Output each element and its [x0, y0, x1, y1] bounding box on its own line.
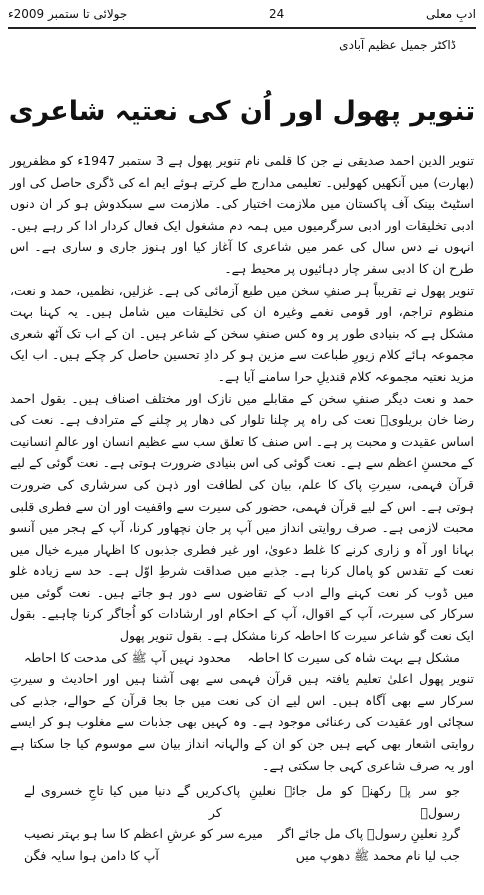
couplet-first-line: مشکل ہے بہت شاہ کی سیرت کا احاطہ [247, 649, 460, 665]
verse-second-line: آپ کا دامن ہوا سایہ فگن [24, 848, 159, 863]
paragraph: تنویر پھول نے تقریباً ہر صنفِ سخن میں طبع آزمائی کی ہے۔ غزلیں، نظمیں، حمد و نعت، منظوم تراجم، اور قومی نغمے وغیرہ ان کی تخلیقات میں شامل ہیں۔ یہ کہنا بہت مشکل ہے کہ بنیادی طور پر وہ کس صنفِ سخن کے شاعر ہیں۔ ان کے اب تک آٹھ شعری مجموعہ ہائے کلام زیورِ طباعت سے مزین ہو کر دادِ تحسین حاصل کر چکے ہیں۔ اب ایک مزید نعتیہ مجموعہ کلام قندیلِ حرا سامنے آیا ہے۔ [10, 282, 474, 384]
header-rule [8, 27, 476, 29]
verse-row [10, 845, 474, 867]
article-title: تنویر پھول اور اُن کی نعتیہ شاعری [8, 96, 476, 127]
verse-first-line: گردِ نعلینِ رسولؐ پاک مل جائے اگر [277, 826, 460, 842]
couplet-second-line: محدود نہیں آپ ﷺ کی مدحت کا احاطہ [24, 649, 231, 665]
paragraph: حمد و نعت دیگر صنفِ سخن کے مقابلے میں نازک اور مختلف اصناف ہیں۔ بقول احمد رضا خان بریلویؒ نعت کی راہ پر چلنا تلوار کی دھار پر چلنے کے مترادف ہے۔ نعت کی اساس عقیدت و محبت پر ہے۔ اس صنف کا تعلق سب سے عظیم انسان اور عالمِ انسانیت کے محسنِ اعظم سے ہے۔ نعت گوئی کی اس بنیادی ضرورت ہوتی ہے۔ نعت گوئی کے لیے قرآن فہمی، سیرتِ پاک کا علم، بیان کی لطافت اور ذہن کی سرشاری کی ضرورت ہوتی ہے۔ اس کے لیے قرآن فہمی، حضور کی سیرت سے واقفیت اور ان سے فطری قلبی محبت لازمی ہے۔ صرف روایتی انداز میں آپ پر جان نچھاور کرنا، آپ کے ہجر میں آنسو بہانا اور آہ و زاری کرنے کا غلط دعویٰ، اور غیر فطری جذبوں کا اظہار میرے خیال میں نعت کے تقدس کو پامال کرنا ہے۔ جذبے میں صداقت شرطِ اوّل ہے۔ حد سے زیادہ غلو میں ڈوب کر نعت کہنے والے ادب کے تقاضوں سے دور ہو جاتے ہیں۔ نعت گوئی میں سرکار کی سیرت، آپ کے اقوال، آپ کے احکام اور ارشادات کو اُجاگر کرنا چاہیے۔ بقول ایک نعت گو شاعر سیرت کا احاطہ کرنا مشکل ہے۔ بقول تنویر پھول [10, 390, 474, 644]
verse-row [10, 780, 474, 823]
page-header [8, 2, 476, 26]
header-issue-date: جولائی تا ستمبر 2009ء [8, 7, 128, 21]
verse-row [10, 823, 474, 845]
verse-first-line: جب لیا نام محمد ﷺ دھوپ میں [295, 848, 460, 863]
verse-second-line: میرے سر کو عرشِ اعظم کا سا ہو بہتر نصیب [24, 826, 264, 842]
author-name: ڈاکٹر جمیل عظیم آبادی [339, 38, 456, 52]
verse-first-line: جو سر پہ رکھنے کو مل جائے نعلینِ پاک رسولؐ [221, 783, 460, 820]
paragraph: تنویر الدین احمد صدیقی نے جن کا قلمی نام تنویر پھول ہے 3 ستمبر 1947ء کو مظفرپور (بھارت) میں آنکھیں کھولیں۔ تعلیمی مدارج طے کرتے ہوئے ایم اے کی ڈگری حاصل کی اور اسٹیٹ بینک آف پاکستان میں ملازمت اختیار کی۔ ملازمت سے سبکدوش ہو کر ان دنوں ادبی تخلیقات اور ادبی سرگرمیوں میں ہمہ دم مشغول ایک فعال کردار ادا کر رہے ہیں۔ انہوں نے دس سال کی عمر میں شاعری کا آغاز کیا اور ہنوز جاری و ساری ہے۔ اس طرح ان کا ادبی سفر چار دہائیوں پر محیط ہے۔ [10, 153, 474, 276]
journal-name: ادبِ معلی [426, 7, 476, 21]
verse-block [10, 780, 474, 866]
couplet [10, 647, 474, 669]
page-number: 24 [269, 7, 285, 21]
verse-second-line: کریں گے دنیا میں کیا تاجِ خسروی لے کر [24, 783, 222, 820]
article-body [10, 150, 474, 867]
paragraph: تنویر پھول اعلیٰ تعلیم یافتہ ہیں قرآن فہمی سے بھی آشنا ہیں اور احادیث و سیرتِ سرکار سے بھی آگاہ ہیں۔ اس لیے ان کی نعت میں جا بجا قرآن کے حوالے، جذبے کی سچائی اور عقیدت کی رعنائی موجود ہے۔ وہ کہیں بھی جذبات سے مغلوب ہو کر ایسے روایتی اشعار بھی کہے ہیں جن کو ان کے والہانہ انداز بیان سے موسوم کیا جا سکتا ہے اور یہ صرف شاعری کہی جا سکتی ہے۔ [10, 671, 474, 773]
